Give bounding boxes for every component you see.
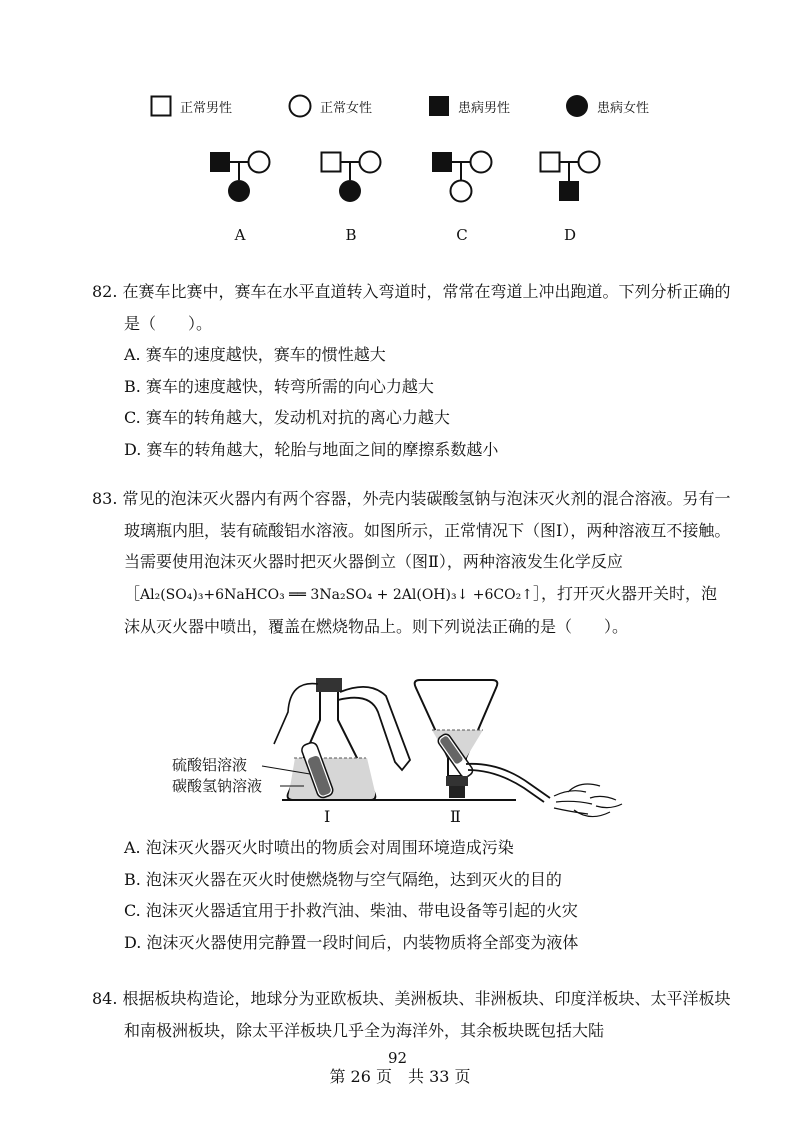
pedigree-label: D bbox=[563, 226, 577, 244]
option-b: B. 赛车的速度越快，转弯所需的向心力越大 bbox=[124, 376, 434, 396]
legend-affected-male bbox=[428, 92, 510, 120]
option-d: D. 赛车的转角越大，轮胎与地面之间的摩擦系数越小 bbox=[124, 439, 499, 459]
option-c: C. 赛车的转角越大，发动机对抗的离心力越大 bbox=[124, 408, 450, 427]
figure-label-1: Ⅰ bbox=[324, 807, 331, 826]
open-circle-icon bbox=[288, 94, 312, 118]
figure-label-2: Ⅱ bbox=[450, 807, 461, 826]
page-indicator: 第 26 页 共 33 页 bbox=[329, 1067, 471, 1086]
father-symbol bbox=[210, 152, 230, 172]
option-d: D. 泡沫灭火器使用完静置一段时间后，内装物质将全部变为液体 bbox=[124, 932, 579, 952]
option-a: A. 泡沫灭火器灭火时喷出的物质会对周围环境造成污染 bbox=[124, 838, 514, 857]
legend-normal-female bbox=[288, 92, 372, 120]
father-symbol bbox=[541, 153, 560, 172]
question-82 bbox=[92, 276, 732, 465]
mother-symbol bbox=[471, 152, 492, 173]
question-stem: 84. 根据板块构造论，地球分为亚欧板块、美洲板块、非洲板块、印度洋板块、太平洋板块和南极洲板块，除太平洋板块几乎全为海洋外，其余板块既包括大陆 bbox=[92, 989, 731, 1040]
legend-label: 正常男性 bbox=[180, 100, 233, 116]
pedigree-b bbox=[319, 148, 399, 248]
pedigree-d-chart bbox=[538, 148, 618, 218]
reaction-equation: Al₂(SO₄)₃+6NaHCO₃ ══ 3Na₂SO₄ + 2Al(OH)₃↓ +6CO₂↑ bbox=[140, 586, 533, 603]
pedigree-label: B bbox=[345, 226, 357, 244]
pedigree-options bbox=[0, 148, 800, 248]
page-footer bbox=[0, 1049, 800, 1087]
legend-label: 患病女性 bbox=[597, 100, 650, 116]
father-symbol bbox=[322, 153, 341, 172]
pedigree-b-chart bbox=[319, 148, 399, 218]
question-84 bbox=[92, 983, 732, 1046]
pedigree-label: C bbox=[456, 226, 468, 244]
legend-label: 正常女性 bbox=[320, 100, 373, 116]
stem-text-1: 83. 常见的泡沫灭火器内有两个容器，外壳内装碳酸氢钠与泡沫灭火剂的混合溶液。另有一玻璃瓶内胆，装有硫酸铝水溶液。如图所示，正常情况下（图Ⅰ），两种溶液互不接触。当需要使用泡沫灭火器时把灭火器倒立（图Ⅱ），两种溶液发生化学反应［ bbox=[92, 489, 731, 603]
question-83 bbox=[92, 483, 732, 643]
option-a: A. 赛车的速度越快，赛车的惯性越大 bbox=[124, 345, 386, 364]
child-symbol bbox=[339, 180, 361, 202]
legend-label: 患病男性 bbox=[458, 100, 511, 116]
fire-extinguisher-figure bbox=[170, 672, 640, 837]
option-b: B. 泡沫灭火器在灭火时使燃烧物与空气隔绝，达到灭火的目的 bbox=[124, 869, 562, 889]
question-stem: 82. 在赛车比赛中，赛车在水平直道转入弯道时，常常在弯道上冲出跑道。下列分析正确的是（ ）。 bbox=[92, 282, 731, 333]
filled-circle-icon bbox=[565, 94, 589, 118]
option-c: C. 泡沫灭火器适宜用于扑救汽油、柴油、带电设备等引起的火灾 bbox=[124, 901, 578, 920]
legend-normal-male bbox=[150, 92, 232, 120]
question-stem bbox=[92, 483, 732, 643]
pedigree-c-chart bbox=[430, 148, 510, 218]
stem-text-2: ］，打开灭火器开关时，泡沫从灭火器中喷出，覆盖在燃烧物品上。则下列说法正确的是（ ）。 bbox=[124, 583, 717, 636]
extinguisher-inverted bbox=[415, 680, 622, 817]
filled-square-icon bbox=[428, 95, 450, 117]
legend-affected-female bbox=[565, 92, 649, 120]
pedigree-legend bbox=[0, 92, 800, 120]
pedigree-d bbox=[538, 148, 618, 248]
father-symbol bbox=[432, 152, 452, 172]
open-square-icon bbox=[150, 95, 172, 117]
pedigree-a-chart bbox=[208, 148, 288, 218]
question-83-options bbox=[92, 832, 732, 958]
mother-symbol bbox=[249, 152, 270, 173]
mother-symbol bbox=[360, 152, 381, 173]
pedigree-c bbox=[430, 148, 510, 248]
extinguisher-upright bbox=[274, 678, 410, 800]
page-number: 92 bbox=[388, 1049, 408, 1067]
child-symbol bbox=[559, 181, 579, 201]
label-aluminum-sulfate: 硫酸铝溶液 bbox=[172, 756, 248, 774]
mother-symbol bbox=[579, 152, 600, 173]
pedigree-label: A bbox=[234, 226, 246, 244]
child-symbol bbox=[451, 181, 472, 202]
pedigree-a bbox=[208, 148, 288, 248]
child-symbol bbox=[228, 180, 250, 202]
label-sodium-bicarbonate: 碳酸氢钠溶液 bbox=[172, 777, 263, 795]
